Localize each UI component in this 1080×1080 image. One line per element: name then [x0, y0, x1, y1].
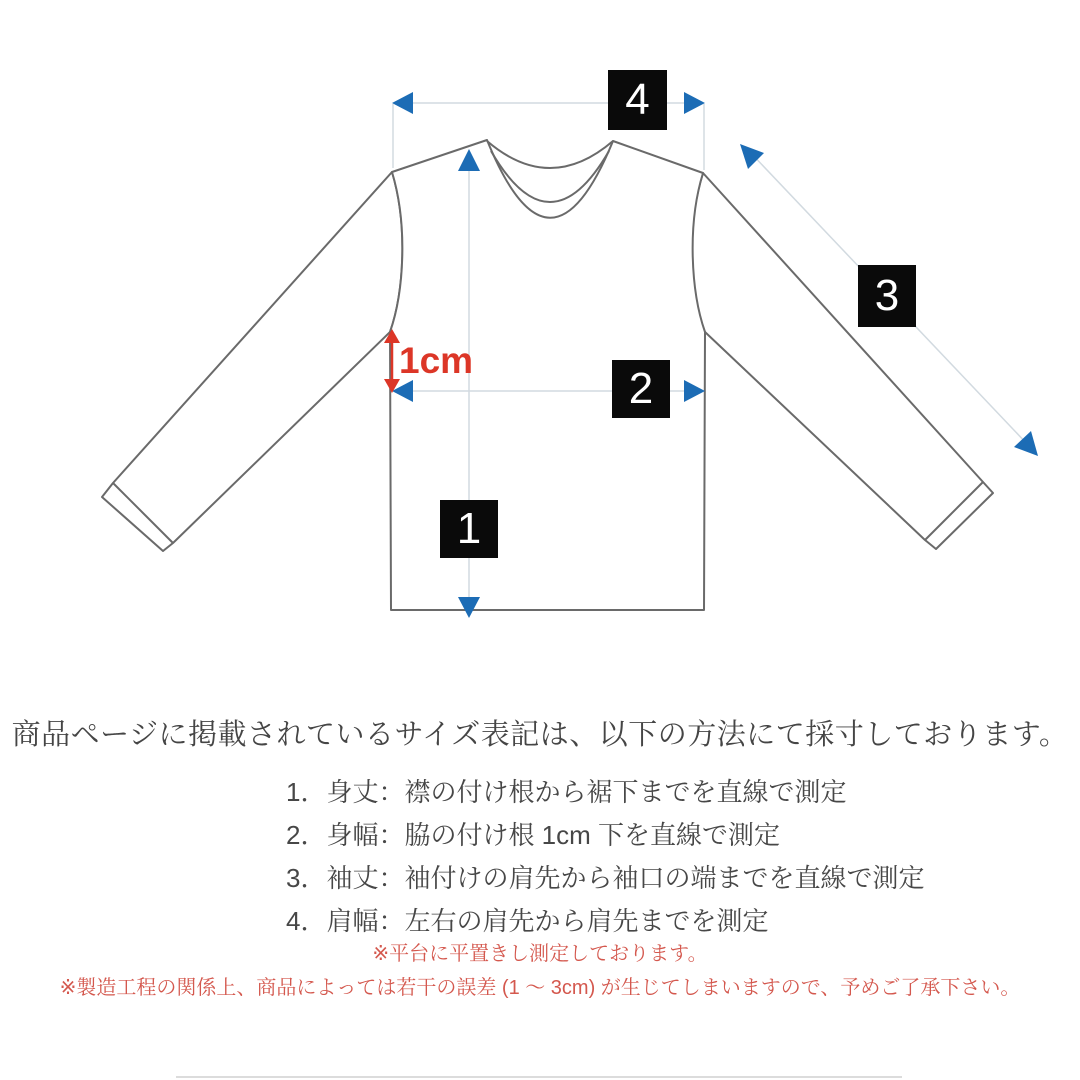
marker-2-body-width: 2 [612, 360, 670, 418]
measurement-item-1: 1．身丈：襟の付け根から裾下までを直線で測定 [286, 777, 847, 807]
guide-heading: 商品ページに掲載されているサイズ表記は、以下の方法にて採寸しております。 [11, 719, 1069, 751]
arrow-sleeve-top [740, 144, 764, 169]
arrow-shoulder-left [392, 92, 413, 114]
measurement-item-2: 2．身幅：脇の付け根 1cm 下を直線で測定 [286, 820, 781, 850]
marker-4-shoulder-width: 4 [608, 70, 667, 130]
footer-divider-line [176, 1076, 902, 1078]
left-sleeve [102, 172, 402, 551]
collar-back-curve [487, 141, 613, 168]
note-tolerance: ※製造工程の関係上、商品によっては若干の誤差 (1 ～ 3cm) が生じてしまいますので、予めご了承下さい。 [59, 977, 1021, 999]
measurement-list [286, 771, 924, 943]
measurement-item-3: 3．袖丈：袖付けの肩先から袖口の端までを直線で測定 [286, 863, 925, 893]
arrow-shoulder-right [684, 92, 705, 114]
offset-1cm-label: 1cm [399, 340, 474, 381]
marker-1-body-length: 1 [440, 500, 498, 558]
note-flat-measurement: ※平台に平置きし測定しております。 [372, 943, 708, 965]
marker-3-sleeve-length: 3 [858, 265, 916, 327]
measurement-item-4: 4．肩幅：左右の肩先から肩先までを測定 [286, 906, 769, 936]
